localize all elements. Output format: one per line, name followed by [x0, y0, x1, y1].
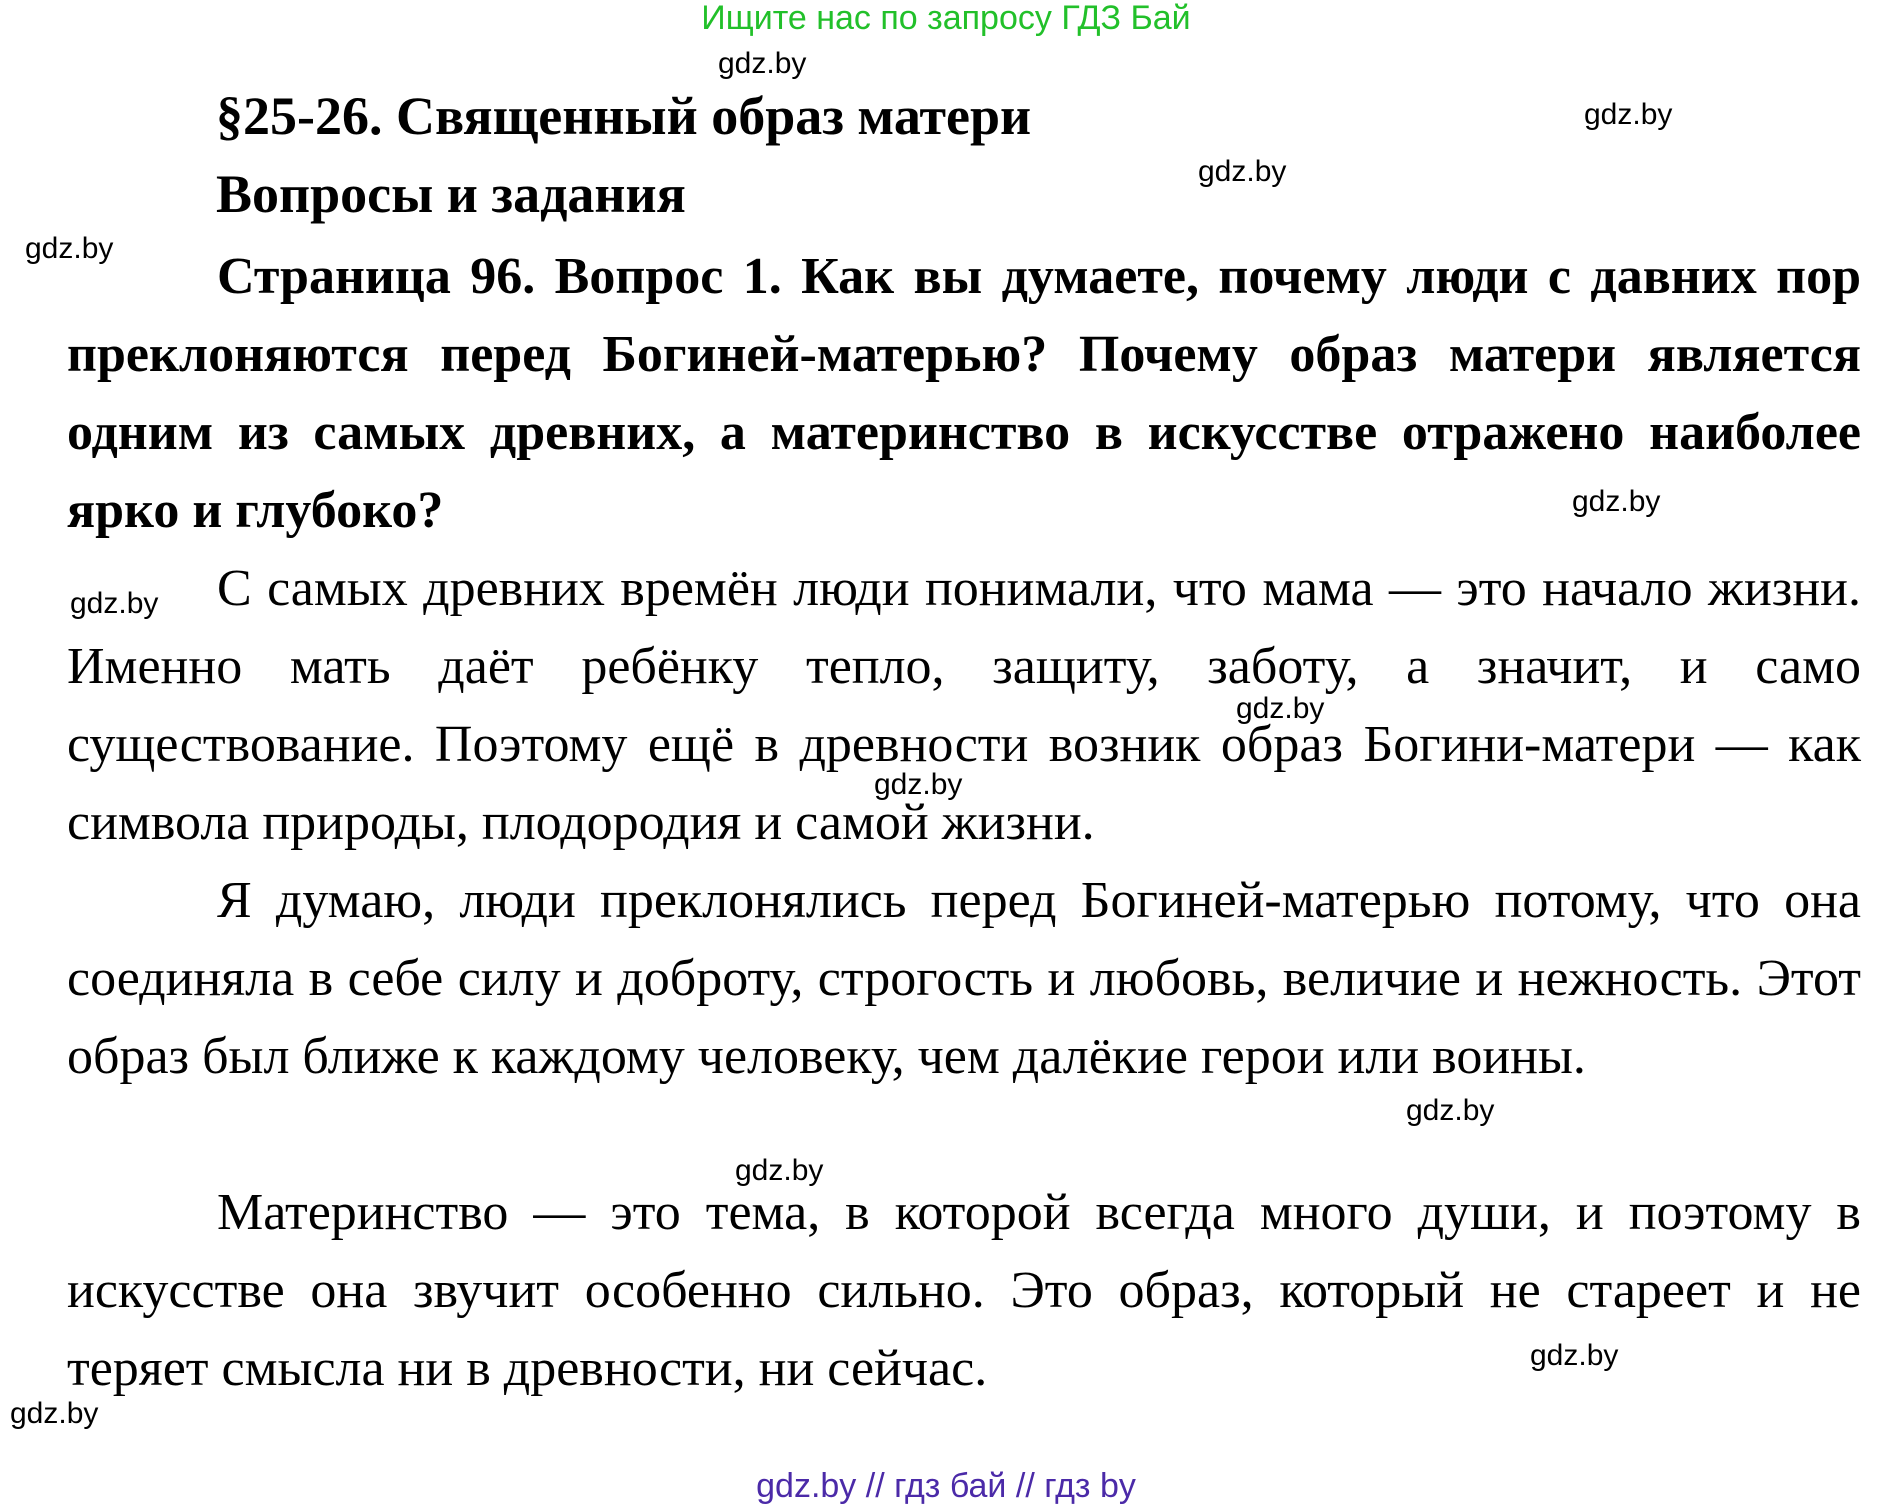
search-banner: Ищите нас по запросу ГДЗ Бай	[701, 0, 1191, 37]
question-body: Страница 96. Вопрос 1. Как вы думаете, почему люди с давних пор преклоняются перед Богиней-матерью? Почему образ матери является одним из самых древних, а материнство в искусстве отражено наиболее ярко и глубоко?	[67, 248, 1861, 539]
answer-paragraph-body: Материнство — это тема, в которой всегда много души, и поэтому в искусстве она звучит особенно сильно. Это образ, который не стареет и не теряет смысла ни в древности, ни сейчас.	[67, 1184, 1861, 1397]
footer-links: gdz.by // гдз бай // гдз by	[756, 1467, 1136, 1505]
watermark: gdz.by	[1406, 1094, 1495, 1127]
answer-paragraph	[67, 862, 1861, 1096]
watermark: gdz.by	[25, 232, 114, 265]
watermark: gdz.by	[718, 47, 807, 80]
answer-paragraph	[67, 550, 1861, 862]
question-text	[67, 238, 1861, 550]
watermark: gdz.by	[1584, 98, 1673, 131]
watermark: gdz.by	[1236, 692, 1325, 725]
watermark: gdz.by	[735, 1154, 824, 1187]
answer-paragraph-body: С самых древних времён люди понимали, что мама — это начало жизни. Именно мать даёт ребёнку тепло, защиту, заботу, а значит, и само существование. Поэтому ещё в древности возник образ Богини-матери — как символа природы, плодородия и самой жизни.	[67, 560, 1861, 851]
watermark: gdz.by	[70, 587, 159, 620]
section-title: §25-26. Священный образ матери	[216, 86, 1032, 146]
watermark: gdz.by	[874, 768, 963, 801]
watermark: gdz.by	[1530, 1339, 1619, 1372]
section-subtitle: Вопросы и задания	[216, 164, 686, 224]
answer-paragraph-body: Я думаю, люди преклонялись перед Богиней-матерью потому, что она соединяла в себе силу и доброту, строгость и любовь, величие и нежность. Этот образ был ближе к каждому человеку, чем далёкие герои или воины.	[67, 872, 1861, 1085]
watermark: gdz.by	[10, 1397, 99, 1430]
answer-paragraph	[67, 1174, 1861, 1408]
watermark: gdz.by	[1198, 155, 1287, 188]
watermark: gdz.by	[1572, 485, 1661, 518]
